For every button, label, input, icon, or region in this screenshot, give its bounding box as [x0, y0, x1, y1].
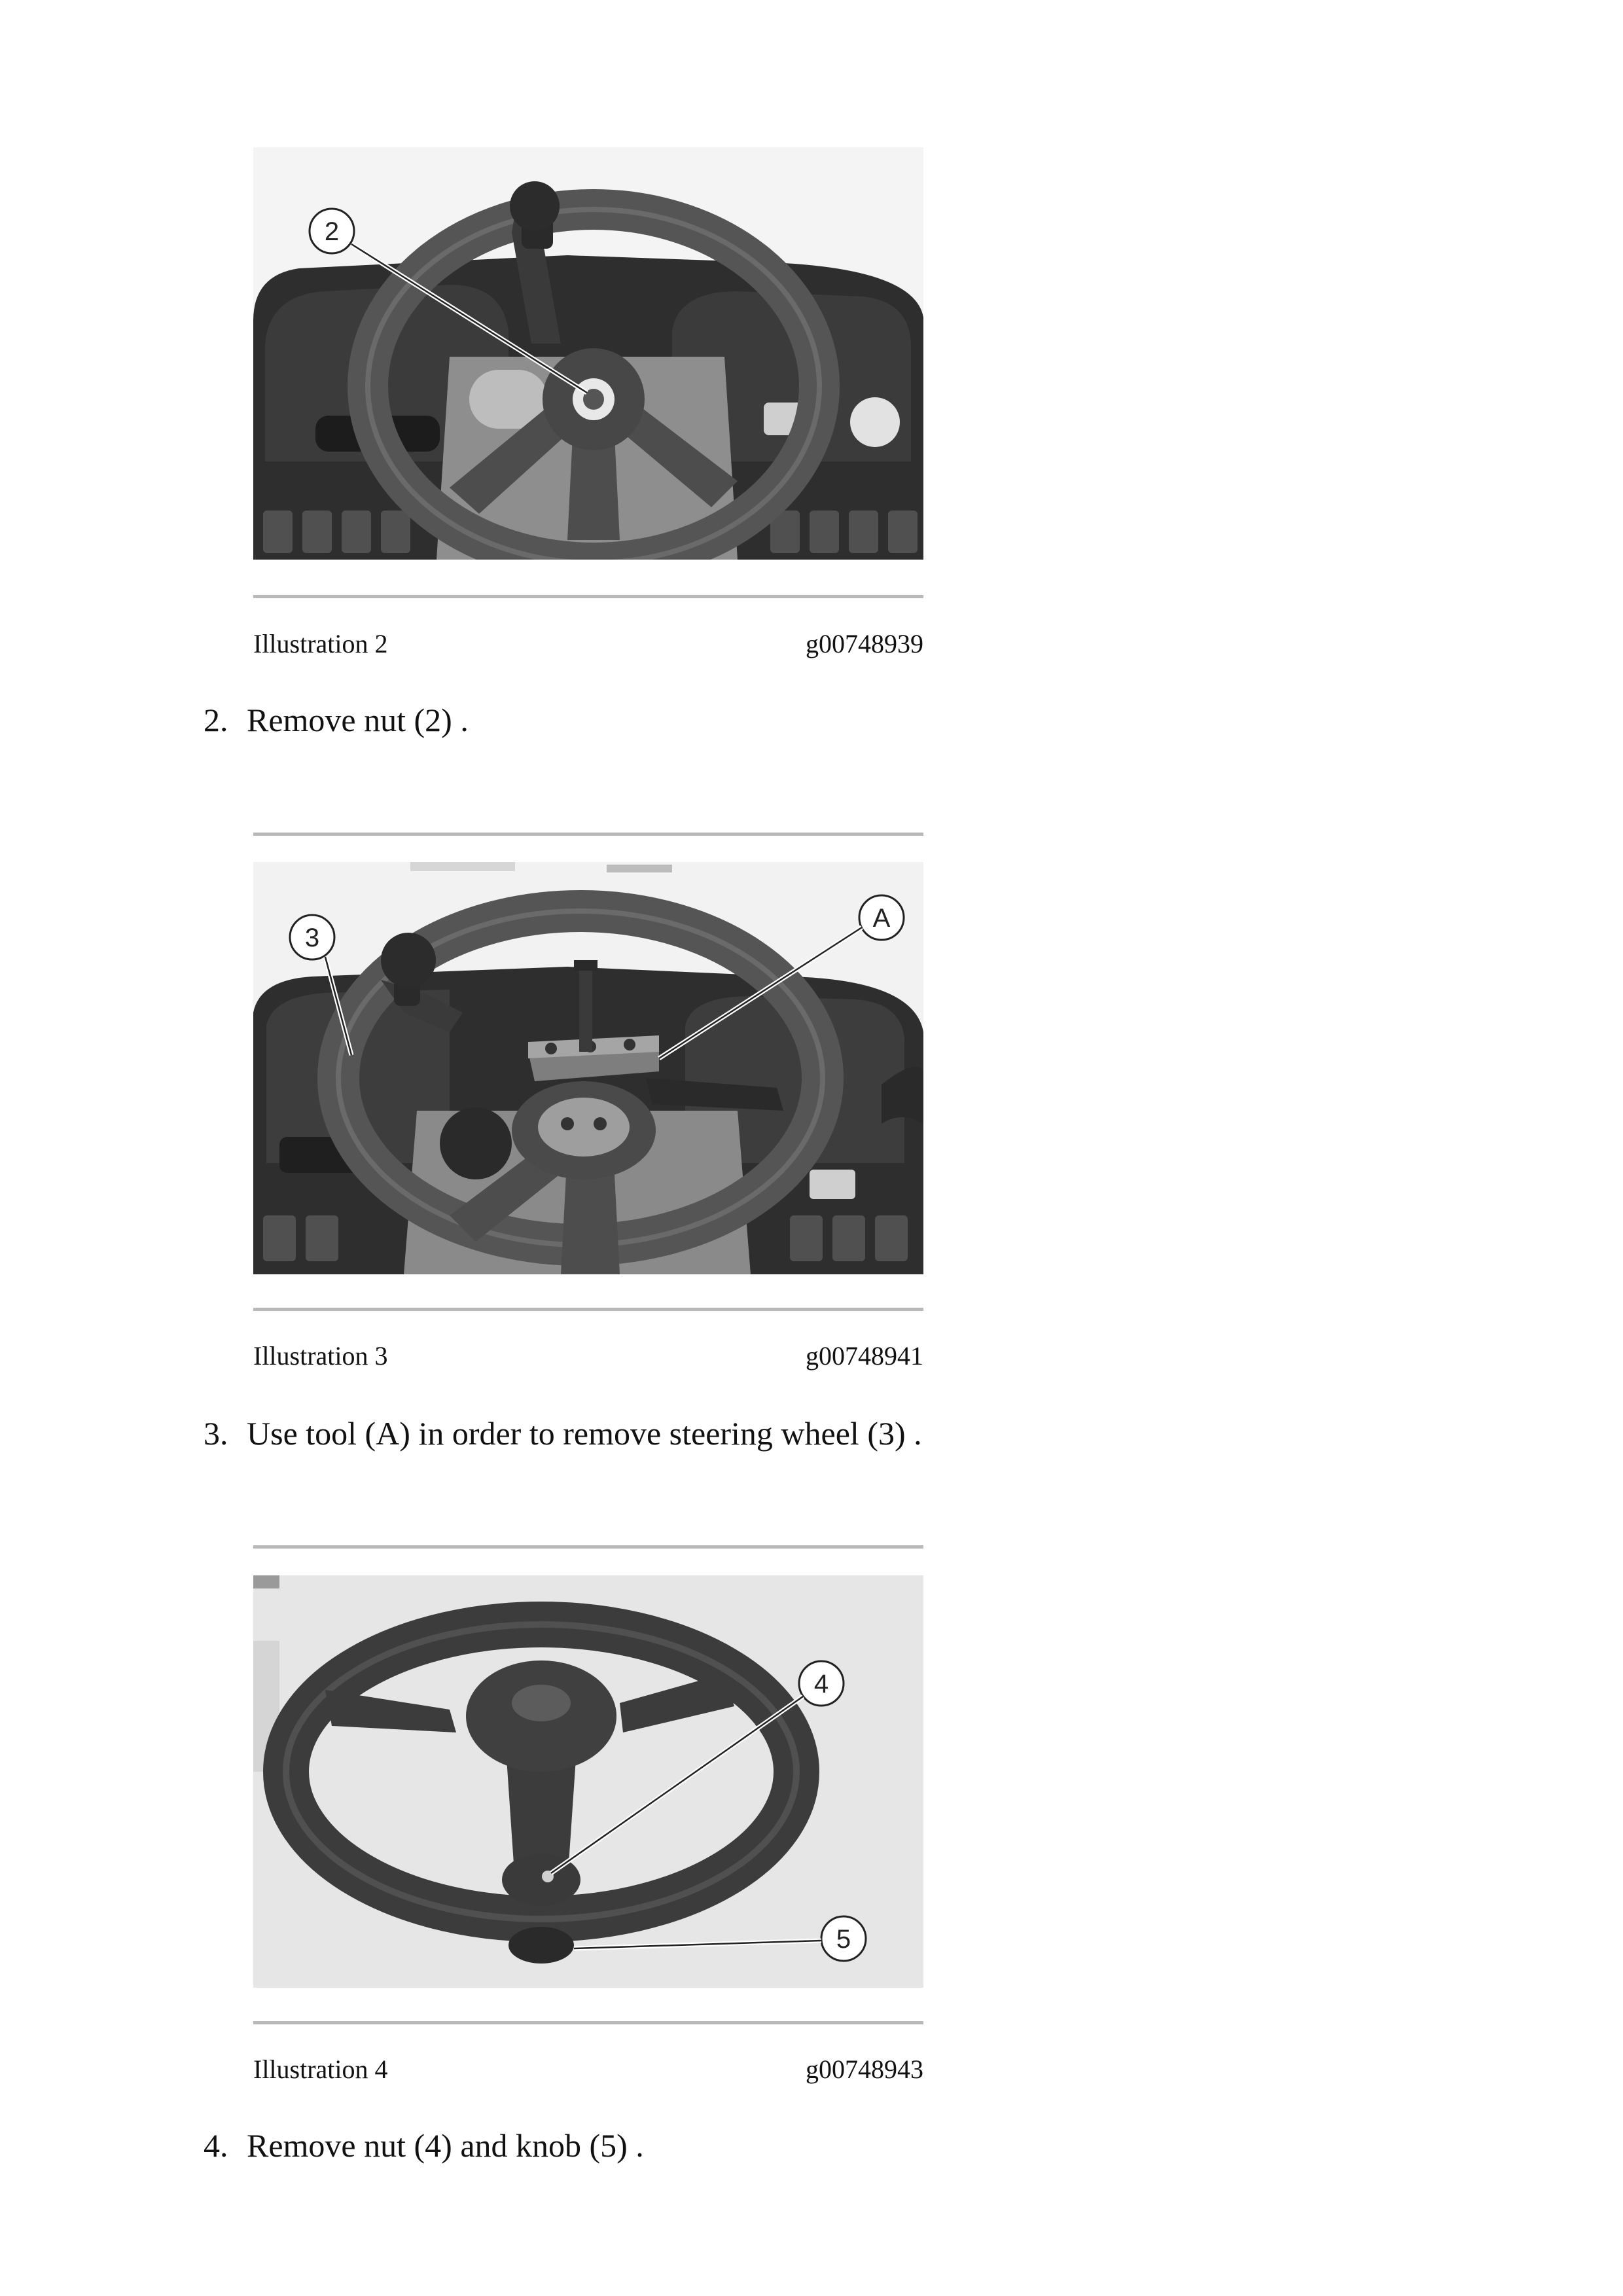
illustration-4-figure-id: g00748943	[806, 2054, 923, 2084]
step-3	[204, 1414, 922, 1453]
step-4	[204, 2126, 644, 2165]
step-3-number: 3.	[204, 1415, 228, 1452]
illustration-3-top-divider	[253, 833, 923, 836]
illustration-3-figure-id: g00748941	[806, 1341, 923, 1371]
illustration-3-callout-3-label: 3	[304, 924, 320, 952]
illustration-4-label: Illustration 4	[253, 2054, 388, 2084]
illustration-2-label: Illustration 2	[253, 629, 388, 658]
illustration-4-top-divider	[253, 1545, 923, 1549]
illustration-2-callout-2-label: 2	[324, 217, 340, 246]
illustration-2-divider	[253, 595, 923, 598]
illustration-3-label: Illustration 3	[253, 1341, 388, 1371]
illustration-2-figure-id: g00748939	[806, 629, 923, 658]
step-4-text: Remove nut (4) and knob (5) .	[247, 2127, 644, 2164]
illustration-4-divider	[253, 2021, 923, 2024]
step-2-number: 2.	[204, 702, 228, 738]
illustration-4-callout-5-label: 5	[836, 1925, 851, 1954]
step-2-text: Remove nut (2) .	[247, 702, 469, 738]
illustration-3-photo	[253, 862, 923, 1274]
step-3-text: Use tool (A) in order to remove steering wheel (3) .	[247, 1415, 922, 1452]
illustration-3-callout-a-label: A	[872, 904, 891, 933]
illustration-3-divider	[253, 1308, 923, 1311]
illustration-4-callout-4-label: 4	[813, 1670, 829, 1698]
step-4-number: 4.	[204, 2127, 228, 2164]
illustration-2-photo	[253, 147, 923, 560]
step-2	[204, 700, 469, 740]
illustration-4-photo	[253, 1575, 923, 1988]
